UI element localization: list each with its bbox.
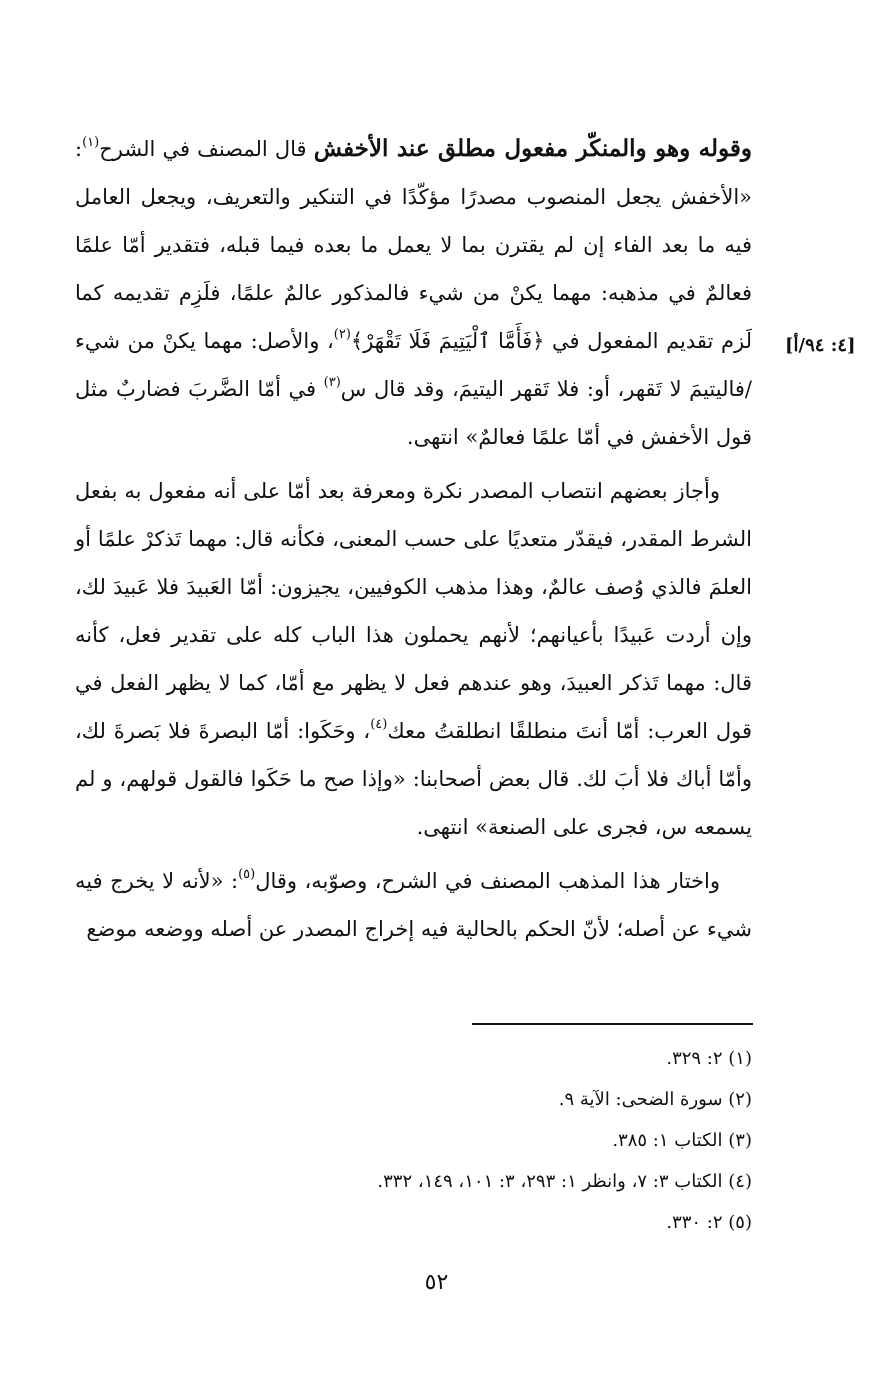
paragraph-3: واختار هذا المذهب المصنف في الشرح، وصوّبه، وقال$^{(٥)}$: «لأنه لا يخرج فيه شيء عن أصله؛ لأنّ الحكم بالحالية فيه إخراج المصدر عن أصله ووضعه موضع bbox=[75, 867, 752, 941]
footnote-ref-5: (٥) bbox=[238, 867, 256, 882]
footnote-ref-3: (٣) bbox=[323, 375, 341, 390]
footnote-1: (١) ٢: ٣٢٩. bbox=[666, 1048, 752, 1069]
footnote-4: (٤) الكتاب ٣: ٧، وانظر ١: ٢٩٣، ٣: ١٠١، ١٤٩، ٣٣٢. bbox=[377, 1171, 752, 1192]
footnote-ref-1: (١) bbox=[82, 135, 100, 150]
manuscript-folio-reference: [٤: ٩٤/أ] bbox=[785, 335, 856, 356]
page-number: ٥٢ bbox=[424, 1270, 449, 1295]
paragraph-2: وأجاز بعضهم انتصاب المصدر نكرة ومعرفة بعد أمّا على أنه مفعول به بفعل الشرط المقدر، فيقدّر متعديًا على حسب المعنى، فكأنه قال: مهما تَذكرْ علمًا أو العلمَ فالذي وُصف عالمٌ، وهذا مذهب الكوفيين، يجيزون: أمّا العَبيدَ فلا عَبيدَ لك، وإن أردت عَبيدًا بأعيانهم؛ لأنهم يحملون هذا الباب كله على تقدير فعل، كأنه قال: مهما تَذكر العبيدَ، وهو عندهم فعل لا يظهر مع أمّا، كما لا يظهر الفعل في قول العرب: أمّا أنتَ منطلقًا انطلقتُ معك$^{(٤)}$، وحَكَوا: أمّا البصرةَ فلا بَصرةَ لك، وأمّا أباك فلا أبَ لك. قال بعض أصحابنا: «وإذا صح ما حَكَوا فالقول قولهم، و لم يسمعه س، فجرى على الصنعة» انتهى. bbox=[75, 479, 752, 839]
footnote-5: (٥) ٢: ٣٣٠. bbox=[666, 1212, 752, 1233]
footnote-separator bbox=[472, 1023, 753, 1025]
footnote-ref-2: (٢) bbox=[333, 327, 351, 342]
footnotes bbox=[75, 1038, 752, 1243]
footnote-ref-4: (٤) bbox=[370, 717, 388, 732]
main-text bbox=[75, 125, 752, 959]
footnote-3: (٣) الكتاب ١: ٣٨٥. bbox=[612, 1130, 752, 1151]
quoted-lemma: وقوله وهو والمنكّر مفعول مطلق عند الأخفش bbox=[313, 135, 752, 162]
paragraph-1: وقوله وهو والمنكّر مفعول مطلق عند الأخفش قال المصنف في الشرح$^{(١)}$: «الأخفش يجعل المنصوب مصدرًا مؤكّدًا في التنكير والتعريف، ويجعل العامل فيه ما بعد الفاء إن لم يقترن بما لا يعمل ما بعده فيما قبله، فتقدير أمّا علمًا فعالمٌ في مذهبه: مهما يكنْ من شيء فالمذكور عالمٌ علمًا، فلَزِم تقديمه كما لَزم تقديم المفعول في ﴿فَأَمَّا ٱلْيَتِيمَ فَلَا تَقْهَرْ﴾$^{(٢)}$، والأصل: مهما يكنْ من شيء /فاليتيمَ لا تَقهر، أو: فلا تَقهر اليتيمَ، وقد قال س$^{(٣)}$ في أمّا الضَّربَ فضاربٌ مثل قول الأخفش في أمّا علمًا فعالمٌ» انتهى. bbox=[75, 135, 752, 449]
footnote-2: (٢) سورة الضحى: الآية ٩. bbox=[558, 1089, 752, 1110]
